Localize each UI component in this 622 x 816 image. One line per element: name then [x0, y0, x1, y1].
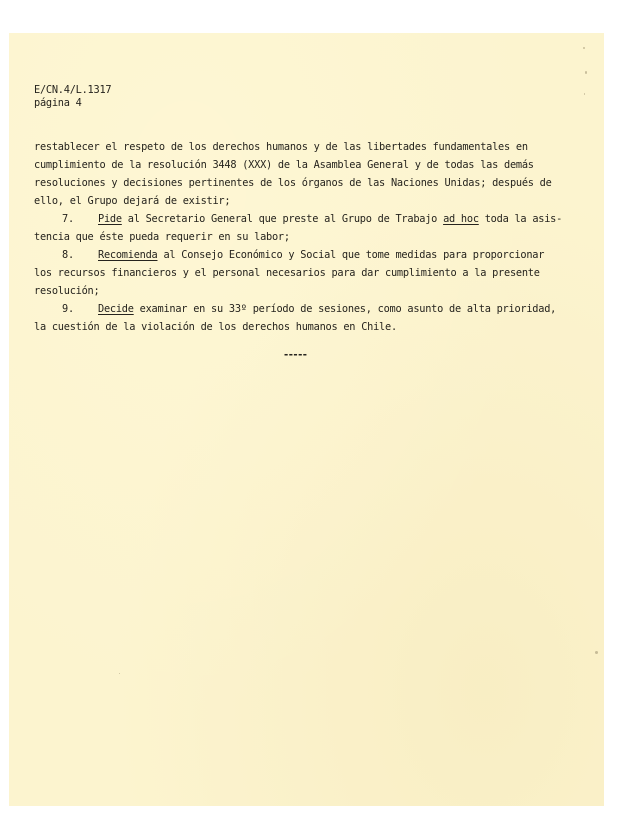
latin-term: ad hoc — [443, 213, 479, 225]
paragraph-number: 7. — [62, 213, 74, 225]
body-line: ello, el Grupo dejará de existir; — [34, 195, 231, 207]
body-text: al Consejo Económico y Social que tome medidas para proporcionar — [157, 249, 545, 261]
paper-speck — [584, 93, 585, 95]
body-line: resoluciones y decisiones pertinentes de los órganos de las Naciones Unidas; después de — [34, 177, 552, 189]
operative-verb: Decide — [98, 303, 134, 315]
paragraph-8 — [34, 249, 544, 261]
paper-speck — [595, 651, 598, 654]
paragraph-number: 9. — [62, 303, 74, 315]
page-number: página 4 — [34, 97, 82, 109]
body-line: resolución; — [34, 285, 100, 297]
body-line: restablecer el respeto de los derechos humanos y de las libertades fundamentales en — [34, 141, 528, 153]
body-line: cumplimiento de la resolución 3448 (XXX) de la Asamblea General y de todas las demás — [34, 159, 534, 171]
paper-speck — [585, 71, 587, 74]
paper-speck — [583, 47, 585, 49]
body-text: toda la asis- — [478, 213, 563, 225]
document-page — [9, 33, 604, 806]
paragraph-9 — [34, 303, 556, 315]
operative-verb: Pide — [98, 213, 122, 225]
operative-verb: Recomienda — [98, 249, 158, 261]
body-line: tencia que éste pueda requerir en su labor; — [34, 231, 290, 243]
paragraph-number: 8. — [62, 249, 74, 261]
paper-speck — [119, 673, 120, 674]
paragraph-7 — [34, 213, 562, 225]
document-symbol: E/CN.4/L.1317 — [34, 84, 112, 96]
end-of-document-mark: ----- — [283, 349, 307, 361]
body-line: la cuestión de la violación de los derechos humanos en Chile. — [34, 321, 397, 333]
body-line: los recursos financieros y el personal necesarios para dar cumplimiento a la presente — [34, 267, 540, 279]
body-text: examinar en su 33º período de sesiones, como asunto de alta prioridad, — [133, 303, 557, 315]
body-text: al Secretario General que preste al Grupo de Trabajo — [121, 213, 444, 225]
